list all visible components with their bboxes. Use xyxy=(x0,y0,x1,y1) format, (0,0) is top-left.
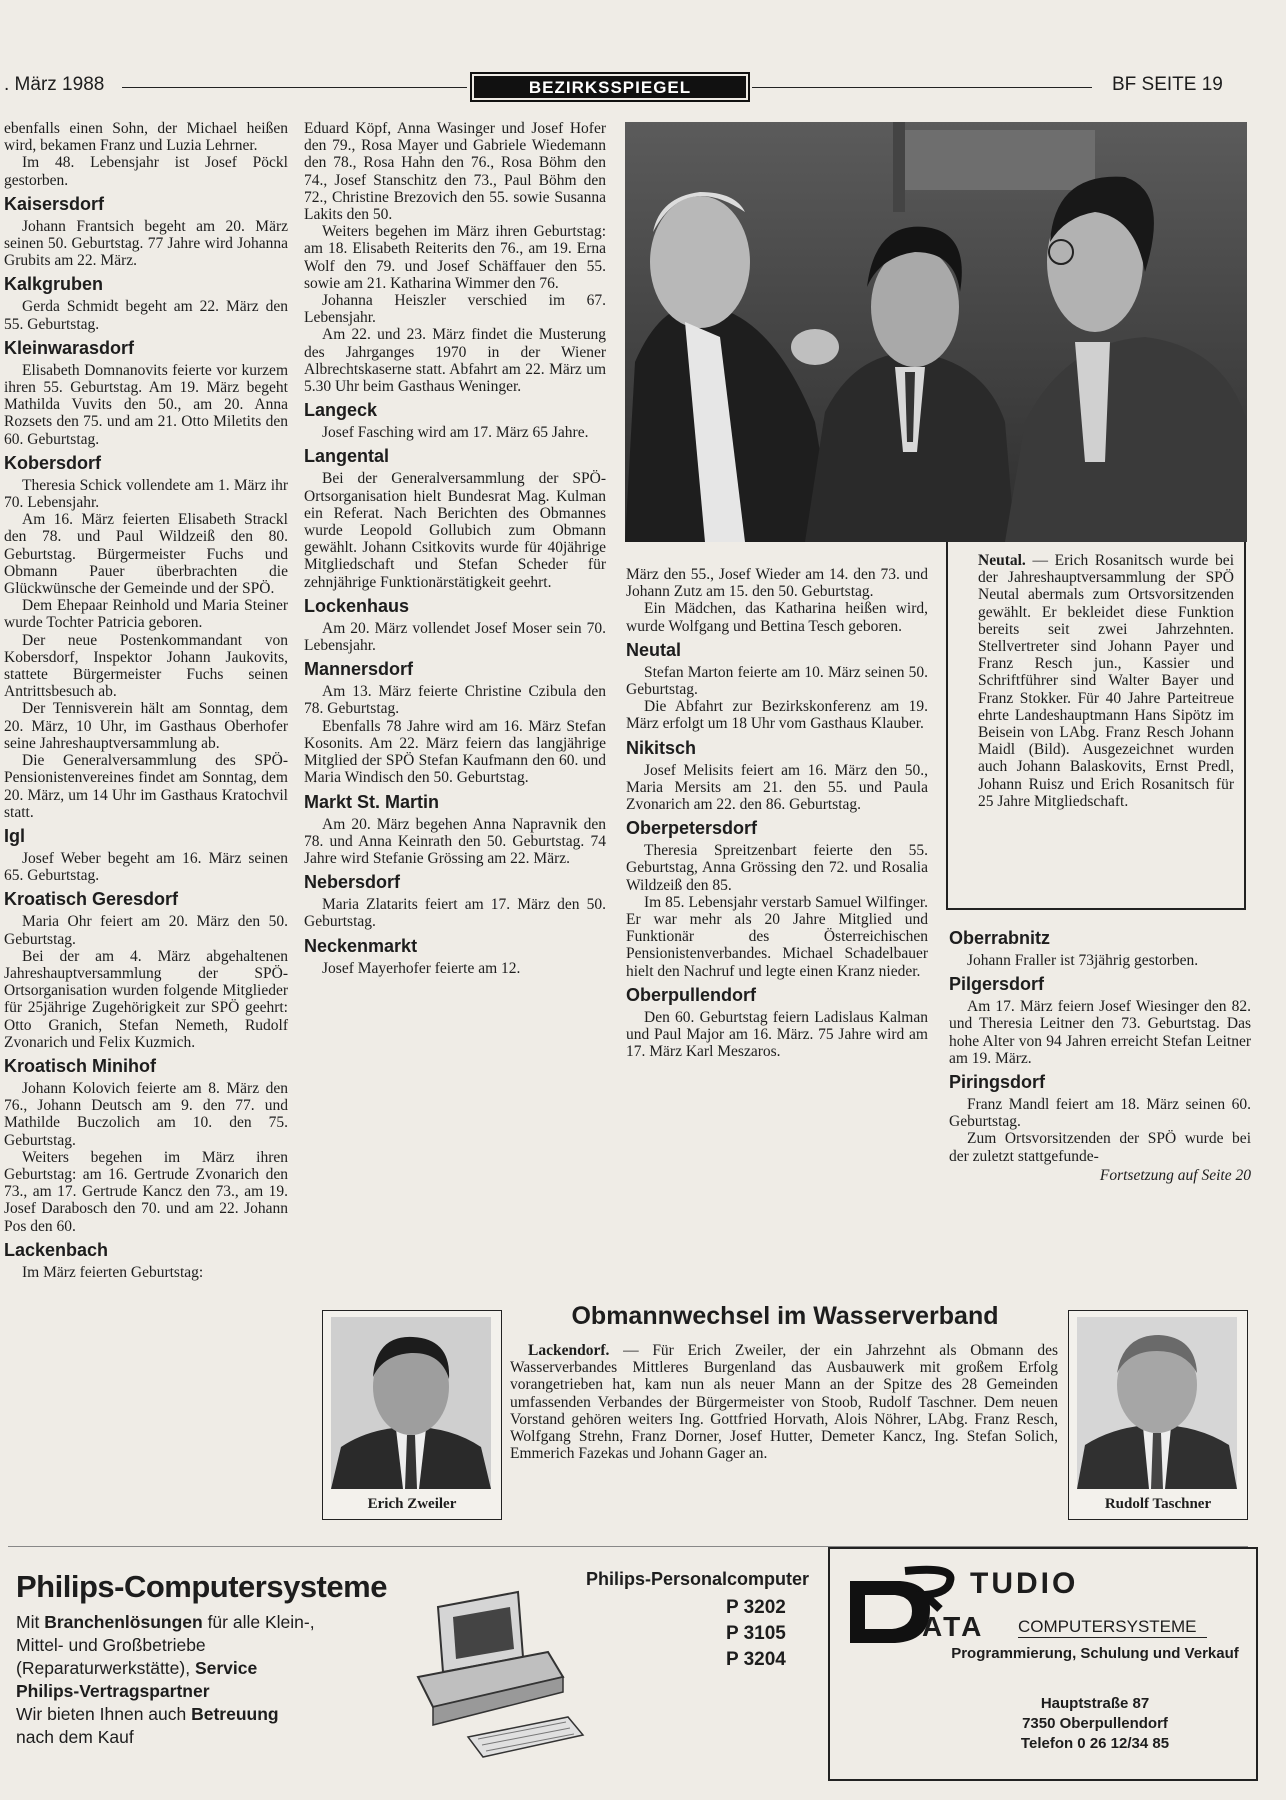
ad-line: Mittel- und Großbetriebe xyxy=(16,1635,206,1655)
paragraph: Josef Weber begeht am 16. März seinen 65. Geburtstag. xyxy=(4,849,288,885)
paragraph: Elisabeth Domnanovits feierte vor kurzem ihren 55. Geburtstag. Am 19. März begeht Mathilda Vuvits den 50., am 20. Anna Rozsets den 75. und am 21. Otto Miletits den 60. Geburtstag. xyxy=(4,361,288,448)
paragraph: Zum Ortsvorsitzenden der SPÖ wurde bei der zuletzt stattgefunde- xyxy=(949,1130,1251,1165)
wasser-lead: Lackendorf. xyxy=(528,1342,610,1359)
heading: Igl xyxy=(4,825,25,846)
ad-line: nach dem Kauf xyxy=(16,1727,134,1747)
header-date: . März 1988 xyxy=(4,74,105,95)
heading: Kobersdorf xyxy=(4,452,102,473)
ad-copy xyxy=(16,1611,376,1749)
ad-line: Philips-Vertragspartner xyxy=(16,1681,210,1701)
studio-data-box xyxy=(828,1547,1258,1781)
paragraph: Den 60. Geburtstag feiern Ladislaus Kalman und Paul Major am 16. März. 75 Jahre wird am 17. März Karl Meszaros. xyxy=(626,1008,928,1061)
company-name: COMPUTERSYSTEME xyxy=(1018,1617,1207,1638)
paragraph: Im 48. Lebensjahr ist Josef Pöckl gestorben. xyxy=(4,154,288,189)
paragraph: Maria Ohr feiert am 20. März den 50. Geburtstag. xyxy=(4,913,288,948)
paragraph: Am 22. und 23. März findet die Musterung des Jahrganges 1970 in der Wiener Albrechtskaserne statt. Abfahrt am 22. März um 5.30 Uhr beim Gasthaus Weninger. xyxy=(304,326,606,396)
section-title xyxy=(470,72,750,102)
caption-lead: Neutal. xyxy=(978,552,1026,569)
heading: Neckenmarkt xyxy=(304,935,418,956)
paragraph: Johann Frantsich begeht am 20. März seinen 50. Geburtstag. 77 Jahre wird Johanna Grubits am 22. März. xyxy=(4,217,288,270)
ad-line: Mit Branchenlösungen für alle Klein-, xyxy=(16,1612,315,1632)
heading: Langeck xyxy=(304,400,378,421)
computer-illustration xyxy=(398,1567,598,1767)
photo-caption xyxy=(978,552,1234,810)
photo-caption-box xyxy=(946,542,1246,910)
neutal-photo xyxy=(625,122,1247,542)
pc-model-2: P 3105 xyxy=(726,1623,786,1644)
name-left: Erich Zweiler xyxy=(367,1496,457,1512)
column-4 xyxy=(949,928,1251,1184)
paragraph: Der Tennisverein hält am Sonntag, dem 20. März, 10 Uhr, im Gasthaus Oberhofer seine Jahreshauptversammlung ab. xyxy=(4,700,288,752)
name-right: Rudolf Taschner xyxy=(1104,1496,1212,1512)
rudolf-taschner-portrait xyxy=(1077,1317,1237,1489)
paragraph: Josef Melisits feiert am 16. März den 50., Maria Mersits am 21. den 55. und Paula Zvonarich am 22. den 86. Geburtstag. xyxy=(626,761,928,814)
city: 7350 Oberpullendorf xyxy=(1022,1715,1168,1732)
wasser-title: Obmannwechsel im Wasserverband xyxy=(571,1302,999,1330)
paragraph: Weiters begehen im März ihren Geburtstag: am 16. Gertrude Zvonarich den 73., am 17. Gertrude Kancz den 73., am 19. Josef Darabosch den 70. und am 22. Johann Pos den 60. xyxy=(4,1148,288,1235)
column-3 xyxy=(626,566,928,1060)
heading: Oberrabnitz xyxy=(949,928,1051,948)
caption-text: — Erich Rosanitsch wurde bei der Jahreshauptversammlung der SPÖ Neutal abermals zum Ortsvorsitzenden gewählt. Er bekleidet diese Funktion bereits seit zwei Jahrzehnten. Stellvertreter sind Johann Payer und Franz Resch jun., Kassier und Schriftführer sind Walter Bayer und Franz Stokker. Für 40 Jahre Parteitreue ehrte Landeshauptmann Hans Sipötz im Beisein von LAbg. Franz Resch Johann Maidl (Bild). Ausgezeichnet wurden auch Johann Balaskovits, Ernst Predl, Johann Ruisz und Erich Rosanitsch für 25 Jahre Mitgliedschaft. xyxy=(978,552,1234,810)
phone: Telefon 0 26 12/34 85 xyxy=(1020,1735,1170,1752)
paragraph: Franz Mandl feiert am 18. März seinen 60. Geburtstag. xyxy=(949,1096,1251,1131)
heading: Nikitsch xyxy=(626,737,697,758)
heading: Lackenbach xyxy=(4,1239,109,1260)
paragraph: Johann Kolovich feierte am 8. März den 76., Johann Deutsch am 9. den 77. und Mathilde Buczolich am 10. den 75. Geburtstag. xyxy=(4,1079,288,1149)
paragraph: Bei der am 4. März abgehaltenen Jahreshauptversammlung der SPÖ-Ortsorganisation wurden folgende Mitglieder für 25jährige Zugehörigkeit zur SPÖ geehrt: Otto Granich, Stefan Nemeth, Rudolf Zvonarich und Felix Kuzmich. xyxy=(4,947,288,1051)
paragraph: Am 20. März begehen Anna Napravnik den 78. und Anna Keinrath den 50. Geburtstag. 74 Jahre wird Stefanie Grössing am 22. März. xyxy=(304,815,606,867)
ad-line: (Reparaturwerkstätte), Service xyxy=(16,1658,258,1678)
ad-line: Wir bieten Ihnen auch Betreuung xyxy=(16,1704,279,1724)
paragraph xyxy=(510,1342,1058,1462)
heading: Kleinwarasdorf xyxy=(4,337,135,358)
paragraph: Am 20. März vollendet Josef Moser sein 70. Lebensjahr. xyxy=(304,619,606,655)
logo-bottom: ATA xyxy=(922,1611,985,1642)
ad-title: Philips-Computersysteme xyxy=(16,1569,387,1604)
paragraph: Josef Mayerhofer feierte am 12. xyxy=(322,959,521,977)
paragraph: Stefan Marton feierte am 10. März seinen 50. Geburtstag. xyxy=(626,663,928,699)
paragraph: Johanna Heiszler verschied im 67. Lebensjahr. xyxy=(304,292,606,327)
continued-note: Fortsetzung auf Seite 20 xyxy=(1099,1166,1251,1184)
paragraph: Maria Zlatarits feiert am 17. März den 50. Geburtstag. xyxy=(304,896,606,931)
paragraph: Im März feierten Geburtstag: xyxy=(22,1263,204,1281)
pc-model-1: P 3202 xyxy=(726,1597,786,1618)
paragraph: Theresia Spreitzenbart feierte den 55. Geburtstag, Anna Grössing den 72. und Rosalia Wildzeiß den 85. xyxy=(626,842,928,894)
paragraph: Johann Fraller ist 73jährig gestorben. xyxy=(967,952,1199,969)
erich-zweiler-portrait xyxy=(331,1317,491,1489)
neutal-photo-svg xyxy=(625,122,1247,542)
heading: Langental xyxy=(304,446,390,467)
paragraph: Ein Mädchen, das Katharina heißen wird, wurde Wolfgang und Bettina Tesch geboren. xyxy=(626,600,928,635)
heading: Kaisersdorf xyxy=(4,193,105,214)
heading: Oberpetersdorf xyxy=(626,818,758,839)
column-2 xyxy=(304,120,606,977)
paragraph: Josef Fasching wird am 17. März 65 Jahre. xyxy=(322,424,589,442)
heading: Pilgersdorf xyxy=(949,974,1045,995)
paragraph: März den 55., Josef Wieder am 14. den 73. und Johann Zutz am 15. den 50. Geburtstag. xyxy=(626,566,928,601)
page-number: BF SEITE 19 xyxy=(1112,74,1223,95)
wasser-photo-right xyxy=(1068,1310,1248,1520)
wasser-photo-left xyxy=(322,1310,502,1520)
paragraph: Ebenfalls 78 Jahre wird am 16. März Stefan Kosonits. Am 22. März feiern das langjährige Mitglied der SPÖ Stefan Kaufmann den 60. und Maria Windisch den 50. Geburtstag. xyxy=(304,717,606,787)
paragraph: Theresia Schick vollendete am 1. März ihr 70. Lebensjahr. xyxy=(4,476,288,512)
paragraph: Am 16. März feierten Elisabeth Strackl den 78. und Paul Wildzeiß den 80. Geburtstag. Bürgermeister Fuchs und Obmann Pauer überbrachten die Glückwünsche der Gemeinde und der SPÖ. xyxy=(4,511,288,598)
services: Programmierung, Schulung und Verkauf xyxy=(951,1645,1239,1662)
heading: Oberpullendorf xyxy=(626,984,756,1005)
heading: Kalkgruben xyxy=(4,274,104,295)
section-title-label: BEZIRKSSPIEGEL xyxy=(474,76,746,98)
logo-top: TUDIO xyxy=(970,1567,1079,1600)
column-1 xyxy=(4,120,288,1281)
paragraph: Am 17. März feiern Josef Wiesinger den 82. und Theresia Leitner den 73. Geburtstag. Das hohe Alter von 94 Jahren erreicht Stefan Leitner am 19. März. xyxy=(949,998,1251,1067)
heading: Lockenhaus xyxy=(304,595,410,616)
heading: Nebersdorf xyxy=(304,872,401,893)
heading: Markt St. Martin xyxy=(304,791,440,812)
paragraph: Weiters begehen im März ihren Geburtstag: am 18. Elisabeth Reiterits den 76., am 19. Erna Wolf den 79. und Josef Schäffauer den 55. sowie am 21. Katharina Wimmer den 76. xyxy=(304,223,606,292)
street: Hauptstraße 87 xyxy=(1040,1695,1150,1712)
heading: Mannersdorf xyxy=(304,659,414,680)
wasser-body: — Für Erich Zweiler, der ein Jahrzehnt als Obmann des Wasserverbandes Mittleres Burgenland das Ausbauwerk mit großem Erfolg vorangetrieben hat, kam nun als neuer Mann an der Spitze des 28 Gemeinden umfassenden Verbandes der Bürgermeister von Stoob, Rudolf Taschner. Dem neuen Vorstand gehören weiters Ing. Gottfried Horvath, Alois Nöhrer, LAbg. Franz Resch, Wolfgang Strehn, Franz Dorner, Josef Hutter, Demeter Kancz, Ing. Stefan Solich, Emmerich Fazekas und Johann Gager an. xyxy=(510,1342,1058,1463)
paragraph: Im 85. Lebensjahr verstarb Samuel Wilfinger. Er war mehr als 20 Jahre Mitglied und Funktionär des Österreichischen Pensionistenverbandes. Michael Schadelbauer hielt den Nachruf und legte einen Kranz nieder. xyxy=(626,893,928,980)
paragraph: Gerda Schmidt begeht am 22. März den 55. Geburtstag. xyxy=(4,298,288,333)
wasser-text xyxy=(510,1342,1058,1462)
paragraph: ebenfalls einen Sohn, der Michael heißen wird, bekamen Franz und Luzia Lehrner. xyxy=(4,120,288,155)
pc-model-3: P 3204 xyxy=(726,1649,786,1670)
paragraph: Die Abfahrt zur Bezirkskonferenz am 19. März erfolgt um 18 Uhr vom Gasthaus Klauber. xyxy=(626,698,928,733)
heading: Kroatisch Geresdorf xyxy=(4,889,179,910)
heading: Neutal xyxy=(626,639,682,660)
paragraph: Dem Ehepaar Reinhold und Maria Steiner wurde Tochter Patricia geboren. xyxy=(4,597,288,632)
paragraph: Eduard Köpf, Anna Wasinger und Josef Hofer den 79., Rosa Mayer und Gabriele Wiedemann den 78., Rosa Hahn den 76., Rosa Böhm den 74., Josef Stanschitz den 73., Paul Böhm den 72., Christine Brezovich den 55. sowie Susanna Lakits den 50. xyxy=(304,120,606,224)
advertisement xyxy=(8,1546,1248,1781)
paragraph: Der neue Postenkommandant von Kobersdorf, Inspektor Johann Jaukovits, stattete Bürgermeister Fuchs seinen Antrittsbesuch ab. xyxy=(4,631,288,701)
heading: Piringsdorf xyxy=(949,1072,1046,1093)
paragraph: Bei der Generalversammlung der SPÖ-Ortsorganisation hielt Bundesrat Mag. Kulman ein Referat. Nach Berichten des Obmannes wurde Leopold Gollubich zum Obmann gewählt. Johann Csitkovits wurde für 40jährige Mitgliedschaft und Stefan Scheder für zehnjährige Funktionärstätigkeit geehrt. xyxy=(304,470,606,591)
paragraph: Die Generalversammlung des SPÖ-Pensionistenvereines findet am Sonntag, dem 20. März, um 14 Uhr im Gasthaus Kratochvil statt. xyxy=(4,752,288,821)
paragraph: Am 13. März feierte Christine Czibula den 78. Geburtstag. xyxy=(304,683,606,718)
pc-title: Philips-Personalcomputer xyxy=(586,1569,810,1589)
heading: Kroatisch Minihof xyxy=(4,1055,156,1076)
